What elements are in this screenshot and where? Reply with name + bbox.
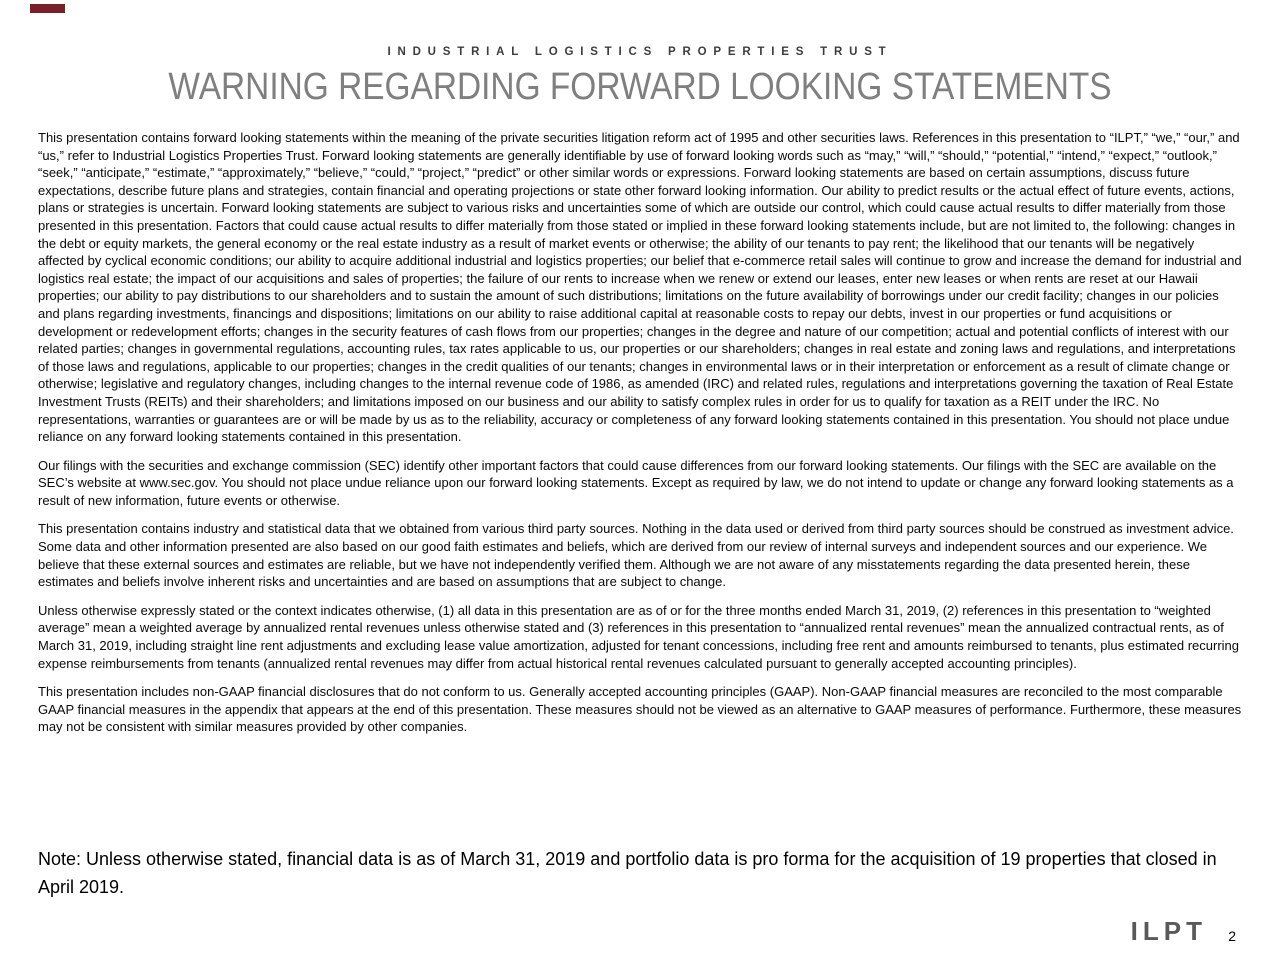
paragraph-third-party-data: This presentation contains industry and statistical data that we obtained from various third party sources. Nothing in the data used or derived from third party sources should be construed as investment advice. Some data and other information presented are also based on our good faith estimates and beliefs, which are derived from our review of internal surveys and independent sources and our experience. We believe that these external sources and estimates are reliable, but we have not independently verified them. Although we are not aware of any misstatements regarding the data presented herein, these estimates and beliefs involve inherent risks and uncertainties and are based on assumptions that are subject to change. xyxy=(38,521,1234,590)
company-name-header: INDUSTRIAL LOGISTICS PROPERTIES TRUST xyxy=(387,46,893,58)
brand-corner-mark xyxy=(30,4,65,13)
ilpt-logo: ILPT xyxy=(1130,916,1207,946)
paragraph-non-gaap: This presentation includes non-GAAP financial disclosures that do not conform to us. Generally accepted accounting principles (GAAP). Non-GAAP financial measures are reconciled to the most comparable GAAP financial measures in the appendix that appears at the end of this presentation. These measures should not be viewed as an alternative to GAAP measures of performance. Furthermore, these measures may not be consistent with similar measures provided by other companies. xyxy=(38,684,1242,735)
paragraph-forward-looking-statements: This presentation contains forward looking statements within the meaning of the private securities litigation reform act of 1995 and other securities laws. References in this presentation to “ILPT,” “we,” “our,” and “us,” refer to Industrial Logistics Properties Trust. Forward looking statements are generally identifiable by use of forward looking words such as “may,” “will,” “should,” “potential,” “intend,” “expect,” “outlook,” “seek,” “anticipate,” “estimate,” “approximately,” “believe,” “could,” “project,” “predict” or other similar words or expressions. Forward looking statements are based on certain assumptions, discuss future expectations, describe future plans and strategies, contain financial and operating projections or state other forward looking information. Our ability to predict results or the actual effect of future events, actions, plans or strategies is uncertain. Forward looking statements are subject to various risks and uncertainties some of which are outside our control, which could cause actual results to differ materially from those presented in this presentation. Factors that could cause actual results to differ materially from those stated or implied in these forward looking statements include, but are not limited to, the following: changes in the debt or equity markets, the general economy or the real estate industry as a result of market events or otherwise; the ability of our tenants to pay rent; the likelihood that our tenants will be negatively affected by cyclical economic conditions; our ability to acquire additional industrial and logistics properties; our belief that e-commerce retail sales will continue to grow and increase the demand for industrial and logistics real estate; the impact of our acquisitions and sales of properties; the failure of our rents to increase when we renew or extend our leases, enter new leases or when rents are reset at our Hawaii properties; our ability to pay distributions to our shareholders and to sustain the amount of such distributions; limitations on the future availability of borrowings under our credit facility; changes in our policies and plans regarding investments, financings and dispositions; limitations on our ability to raise additional capital at reasonable costs to repay our debts, invest in our properties or fund acquisitions or development or redevelopment efforts; changes in the security features of cash flows from our properties; changes in the degree and nature of our competition; actual and potential conflicts of interest with our related parties; changes in governmental regulations, accounting rules, tax rates applicable to us, our properties or our shareholders; changes in real estate and zoning laws and regulations, and interpretations of those laws and regulations, applicable to our properties; changes in the credit qualities of our tenants; changes in environmental laws or in their interpretation or enforcement as a result of climate change or otherwise; legislative and regulatory changes, including changes to the internal revenue code of 1986, as amended (IRC) and related rules, regulations and interpretations governing the taxation of Real Estate Investment Trusts (REITs) and their shareholders; and limitations imposed on our business and our ability to satisfy complex rules in order for us to qualify for taxation as a REIT under the IRC. No representations, warranties or guarantees are or will be made by us as to the reliability, accuracy or completeness of any forward looking statements contained in this presentation. You should not place undue reliance on any forward looking statements contained in this presentation. xyxy=(38,130,1242,445)
paragraph-data-conventions: Unless otherwise expressly stated or the context indicates otherwise, (1) all data in this presentation are as of or for the three months ended March 31, 2019, (2) references in this presentation to “weighted average” mean a weighted average by annualized rental revenues unless otherwise stated and (3) references in this presentation to “annualized rental revenues” mean the annualized contractual rents, as of March 31, 2019, including straight line rent adjustments and excluding lease value amortization, adjusted for tenant concessions, including free rent and amounts reimbursed to tenants, plus estimated recurring expense reimbursements from tenants (annualized rental revenues may differ from actual historical rental revenues calculated pursuant to generally accepted accounting principles). xyxy=(38,602,1240,671)
page-number: 2 xyxy=(1228,928,1236,944)
body-text-block xyxy=(38,129,1242,736)
slide-title: WARNING REGARDING FORWARD LOOKING STATEMENTS xyxy=(168,66,1112,108)
bottom-note: Note: Unless otherwise stated, financial data is as of March 31, 2019 and portfolio data is pro forma for the acquisition of 19 properties that closed in April 2019. xyxy=(38,849,1217,897)
paragraph-sec-filings: Our filings with the securities and exchange commission (SEC) identify other important factors that could cause differences from our forward looking statements. Our filings with the SEC are available on the SEC’s website at www.sec.gov. You should not place undue reliance upon our forward looking statements. Except as required by law, we do not intend to update or change any forward looking statements as a result of new information, future events or otherwise. xyxy=(38,457,1234,508)
